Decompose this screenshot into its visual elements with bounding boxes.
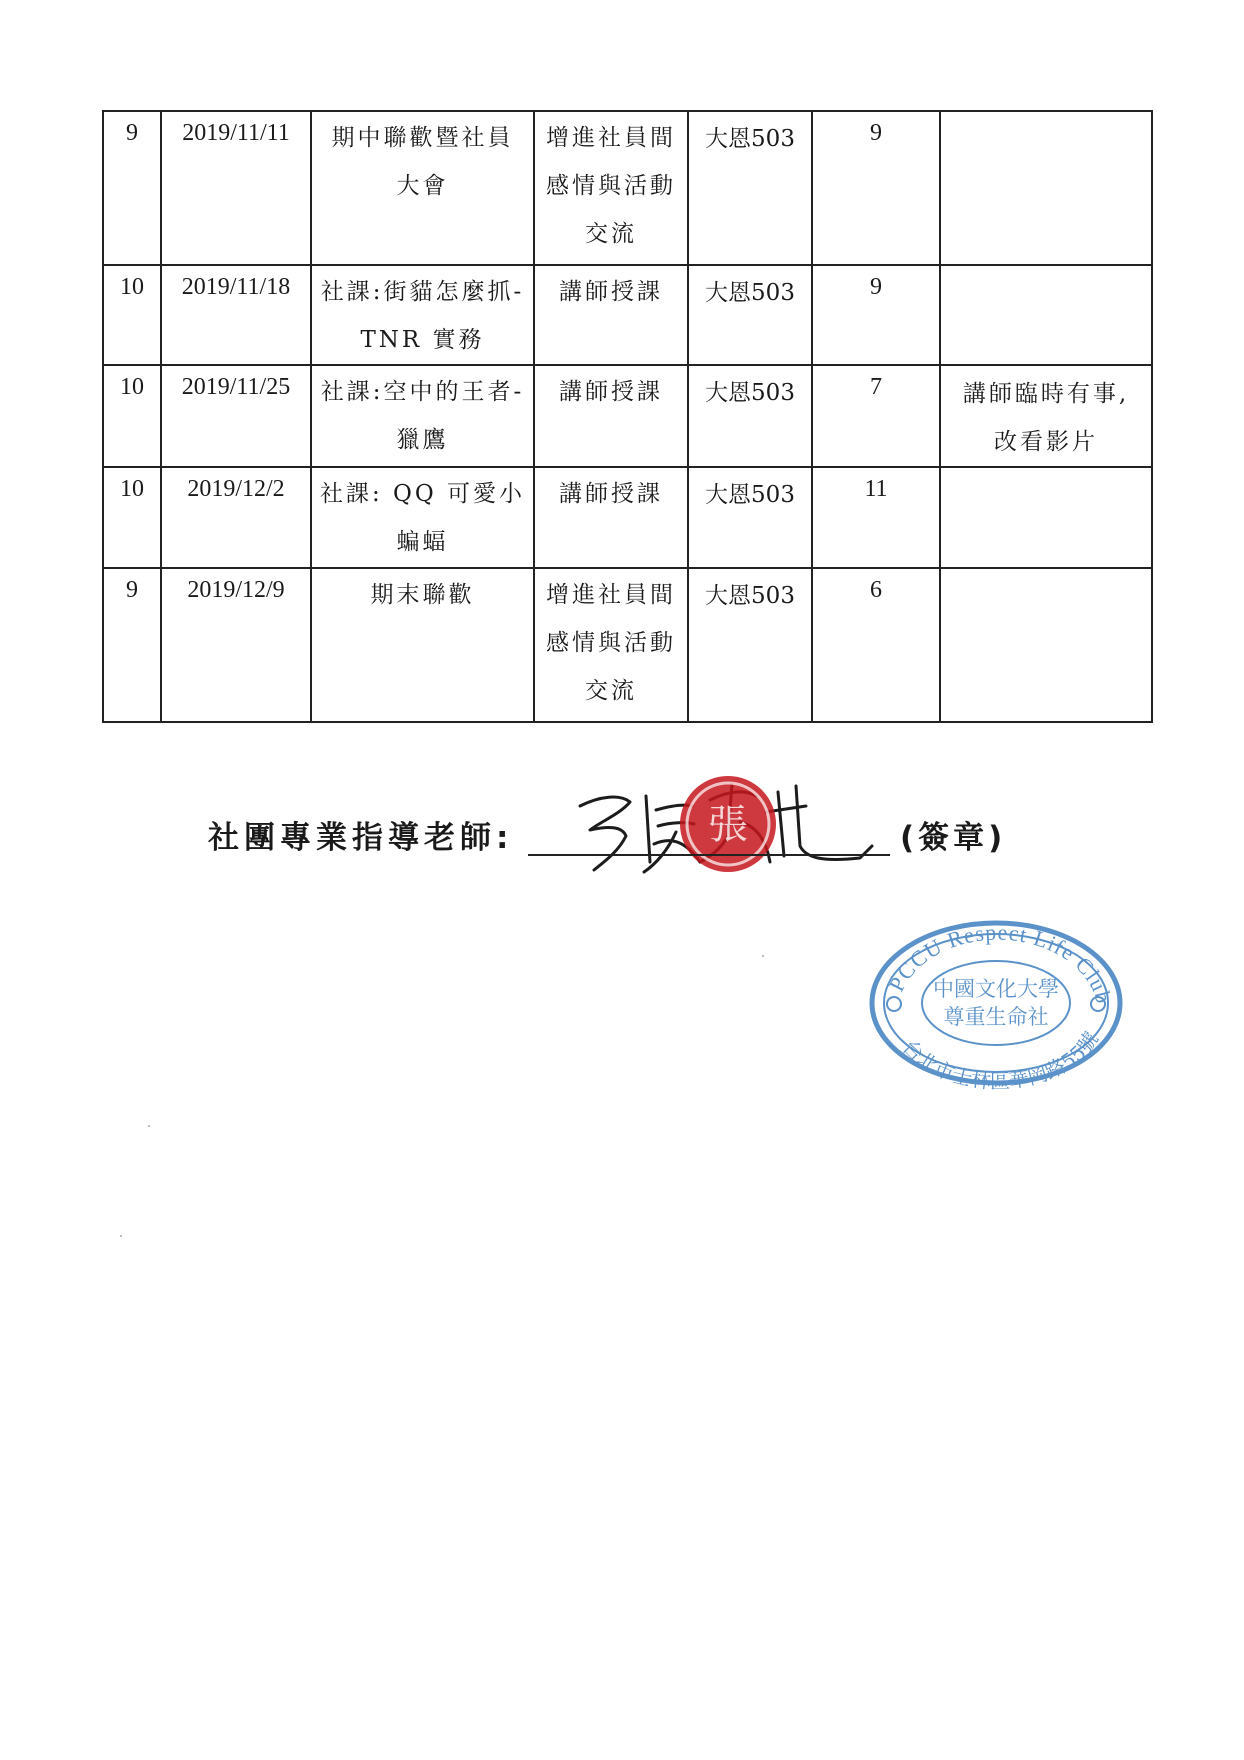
people-cell: 9 xyxy=(103,111,161,265)
seal-char: 張 xyxy=(708,802,748,848)
purpose-cell: 講師授課 xyxy=(534,265,688,365)
location-cell: 大恩503 xyxy=(688,365,812,467)
location-cell: 大恩503 xyxy=(688,467,812,568)
date-cell: 2019/12/2 xyxy=(161,467,311,568)
note-cell: 講師臨時有事, 改看影片 xyxy=(940,365,1152,467)
purpose-cell: 增進社員間 感情與活動 交流 xyxy=(534,568,688,722)
date-cell: 2019/12/9 xyxy=(161,568,311,722)
table-row xyxy=(103,568,1152,722)
count-cell: 9 xyxy=(812,265,940,365)
stamp-line-1: 中國文化大學 xyxy=(933,977,1059,1001)
activity-cell: 社課:空中的王者- 獵鷹 xyxy=(311,365,534,467)
activity-cell: 期末聯歡 xyxy=(311,568,534,722)
club-stamp xyxy=(864,916,1128,1090)
note-cell xyxy=(940,467,1152,568)
scan-speck xyxy=(120,1235,122,1237)
stamp-line-2: 尊重生命社 xyxy=(943,1005,1049,1029)
table-row xyxy=(103,365,1152,467)
date-cell: 2019/11/11 xyxy=(161,111,311,265)
purpose-cell: 講師授課 xyxy=(534,365,688,467)
location-cell: 大恩503 xyxy=(688,265,812,365)
scan-speck xyxy=(762,955,764,957)
date-cell: 2019/11/18 xyxy=(161,265,311,365)
location-cell: 大恩503 xyxy=(688,111,812,265)
note-cell xyxy=(940,568,1152,722)
activity-table xyxy=(102,110,1153,723)
advisor-label: 社團專業指導老師: xyxy=(208,820,514,856)
people-cell: 10 xyxy=(103,467,161,568)
purpose-cell: 講師授課 xyxy=(534,467,688,568)
count-cell: 6 xyxy=(812,568,940,722)
activity-cell: 社課:街貓怎麼抓- TNR 實務 xyxy=(311,265,534,365)
signature-line xyxy=(528,854,890,856)
table-row xyxy=(103,111,1152,265)
activity-cell: 社課: QQ 可愛小 蝙蝠 xyxy=(311,467,534,568)
note-cell xyxy=(940,111,1152,265)
table-row xyxy=(103,265,1152,365)
table-row xyxy=(103,467,1152,568)
date-cell: 2019/11/25 xyxy=(161,365,311,467)
stamp-address: 台北市士林區華岡路55號 xyxy=(897,1027,1104,1090)
activity-cell: 期中聯歡暨社員 大會 xyxy=(311,111,534,265)
stamp-flower-icon xyxy=(887,997,901,1011)
people-cell: 10 xyxy=(103,265,161,365)
signature-suffix: (簽章) xyxy=(900,820,1007,856)
stamp-outer-text: PCCU Respect Life Club xyxy=(883,919,1117,1007)
scan-speck xyxy=(148,1125,150,1127)
people-cell: 10 xyxy=(103,365,161,467)
note-cell xyxy=(940,265,1152,365)
count-cell: 7 xyxy=(812,365,940,467)
people-cell: 9 xyxy=(103,568,161,722)
purpose-cell: 增進社員間 感情與活動 交流 xyxy=(534,111,688,265)
count-cell: 11 xyxy=(812,467,940,568)
red-seal-stamp xyxy=(676,772,780,876)
count-cell: 9 xyxy=(812,111,940,265)
location-cell: 大恩503 xyxy=(688,568,812,722)
